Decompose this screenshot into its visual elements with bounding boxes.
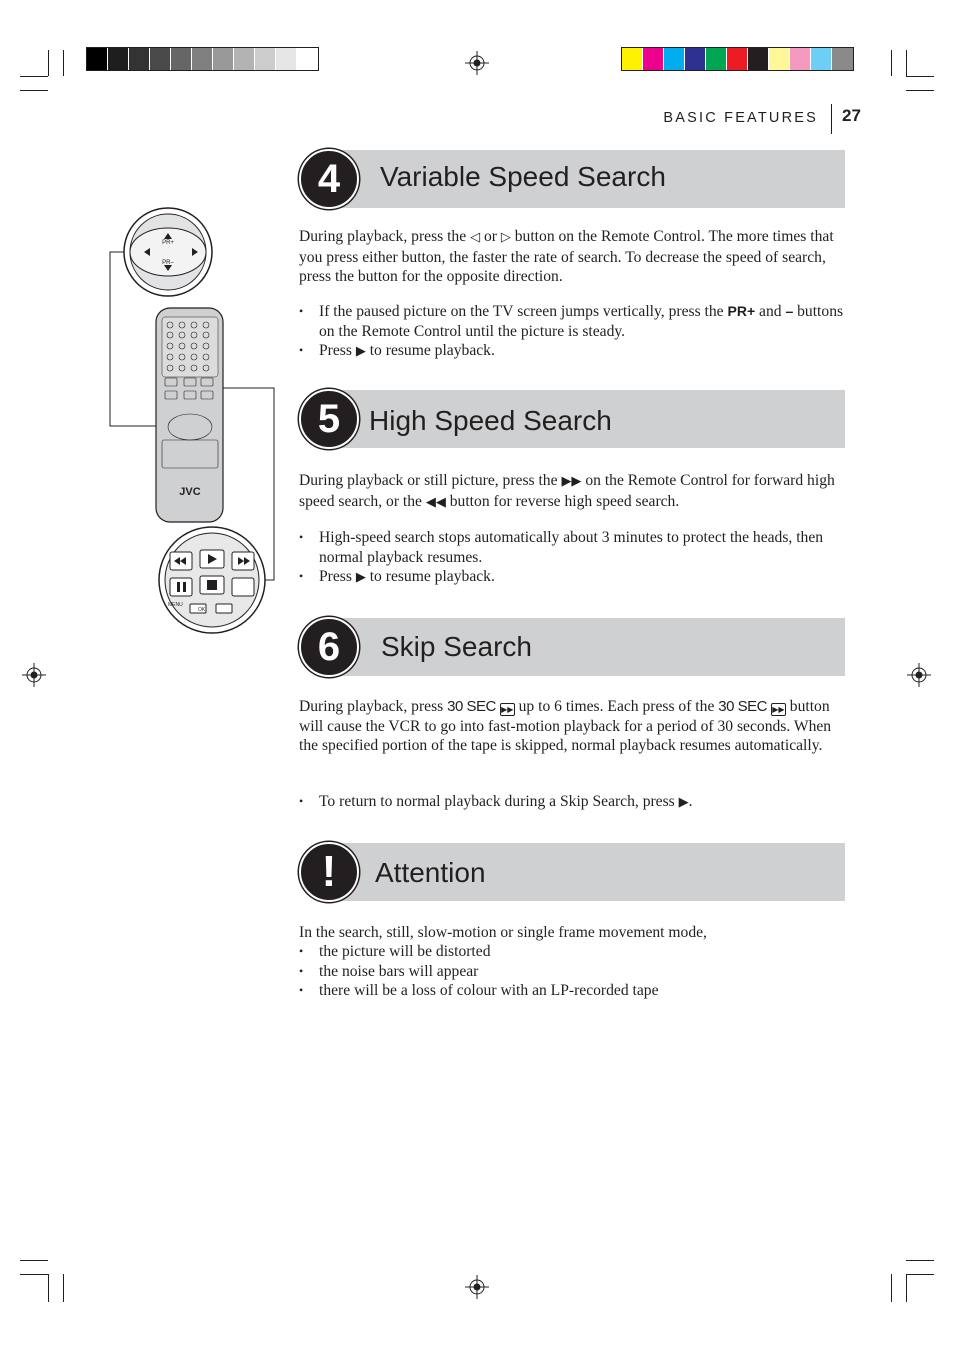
fast-forward-icon: ▶▶ bbox=[501, 705, 514, 714]
attention-badge: ! bbox=[299, 842, 359, 902]
list-item: • If the paused picture on the TV screen jumps vertically, press the PR+ and – buttons on the Remote Control until the picture is steady. bbox=[299, 302, 844, 341]
color-swatch bbox=[748, 48, 769, 70]
crop-mark bbox=[906, 76, 934, 77]
bullet-list bbox=[299, 792, 844, 813]
list-item: • To return to normal playback during a Skip Search, press ▶. bbox=[299, 792, 844, 813]
gray-swatch bbox=[171, 48, 192, 70]
color-swatch bbox=[769, 48, 790, 70]
list-item: • the noise bars will appear bbox=[299, 962, 844, 982]
section-number-badge: 5 bbox=[299, 389, 359, 449]
fast-forward-icon: ▶▶ bbox=[772, 705, 785, 714]
remote-brand-logo: JVC bbox=[179, 486, 201, 498]
list-item: • High-speed search stops automatically about 3 minutes to protect the heads, then normal playback resumes. bbox=[299, 528, 844, 567]
color-calibration-bar bbox=[621, 47, 854, 71]
list-item: • the picture will be distorted bbox=[299, 942, 844, 962]
color-swatch bbox=[622, 48, 643, 70]
color-swatch bbox=[727, 48, 748, 70]
section-paragraph: During playback, press 30 SEC ▶▶ up to 6 times. Each press of the 30 SEC ▶▶ button will cause the VCR to go into fast-motion playback for a period of 30 seconds. When the specified portion of the tape is skipped, normal playback resumes automatically. bbox=[299, 698, 832, 754]
section-number-badge: 6 bbox=[299, 617, 359, 677]
section-title: Attention bbox=[375, 857, 486, 888]
color-swatch bbox=[706, 48, 727, 70]
section-paragraph: During playback or still picture, press the ▶▶ on the Remote Control for forward high speed search, or the ◀◀ button for reverse high speed search. bbox=[299, 472, 835, 510]
crop-mark bbox=[63, 50, 64, 76]
crop-mark bbox=[891, 50, 892, 76]
crop-mark bbox=[20, 90, 48, 91]
gray-swatch bbox=[297, 48, 318, 70]
registration-target-icon bbox=[465, 1275, 489, 1299]
remote-pr-plus-label: PR+ bbox=[162, 240, 174, 246]
list-item: • Press ▶ to resume playback. bbox=[299, 341, 844, 362]
registration-target-icon bbox=[22, 663, 46, 687]
gray-swatch bbox=[255, 48, 276, 70]
registration-target-icon bbox=[907, 663, 931, 687]
gray-swatch bbox=[87, 48, 108, 70]
color-swatch bbox=[664, 48, 685, 70]
crop-mark bbox=[906, 1274, 934, 1275]
grayscale-calibration-bar bbox=[86, 47, 319, 71]
section-paragraph: In the search, still, slow-motion or single frame movement mode, bbox=[299, 924, 707, 941]
remote-menu-label: MENU bbox=[168, 602, 183, 608]
crop-mark bbox=[906, 1260, 934, 1261]
remote-control-illustration bbox=[100, 200, 280, 640]
section-paragraph: During playback, press the ◁ or ▷ button on the Remote Control. The more times that you press either button, the faster the rate of search. To decrease the speed of search, press the button for the opposite direction. bbox=[299, 228, 834, 285]
color-swatch bbox=[832, 48, 853, 70]
bullet-list bbox=[299, 302, 844, 362]
gray-swatch bbox=[150, 48, 171, 70]
color-swatch bbox=[643, 48, 664, 70]
crop-mark bbox=[48, 50, 49, 76]
crop-mark bbox=[20, 76, 48, 77]
section-title: High Speed Search bbox=[369, 405, 612, 436]
section-number-badge: 4 bbox=[299, 149, 359, 209]
crop-mark bbox=[20, 1274, 48, 1275]
header-divider bbox=[831, 104, 832, 134]
crop-mark bbox=[906, 90, 934, 91]
crop-mark bbox=[48, 1274, 49, 1302]
crop-mark bbox=[906, 50, 907, 76]
crop-mark bbox=[906, 1274, 907, 1302]
gray-swatch bbox=[192, 48, 213, 70]
gray-swatch bbox=[129, 48, 150, 70]
registration-target-icon bbox=[465, 51, 489, 75]
color-swatch bbox=[790, 48, 811, 70]
section-title: Variable Speed Search bbox=[380, 161, 666, 192]
bullet-list bbox=[299, 528, 844, 588]
crop-mark bbox=[20, 1260, 48, 1261]
crop-mark bbox=[891, 1274, 892, 1302]
section-title: Skip Search bbox=[381, 631, 532, 662]
color-swatch bbox=[811, 48, 832, 70]
running-head: BASIC FEATURES bbox=[663, 110, 818, 126]
crop-mark bbox=[63, 1274, 64, 1302]
list-item: • Press ▶ to resume playback. bbox=[299, 567, 844, 588]
gray-swatch bbox=[276, 48, 297, 70]
gray-swatch bbox=[234, 48, 255, 70]
page-number: 27 bbox=[842, 106, 861, 125]
gray-swatch bbox=[108, 48, 129, 70]
bullet-list bbox=[299, 942, 844, 1001]
list-item: • there will be a loss of colour with an LP-recorded tape bbox=[299, 981, 844, 1001]
remote-ok-label: OK bbox=[198, 607, 206, 613]
color-swatch bbox=[685, 48, 706, 70]
gray-swatch bbox=[213, 48, 234, 70]
remote-pr-minus-label: PR– bbox=[162, 260, 174, 266]
